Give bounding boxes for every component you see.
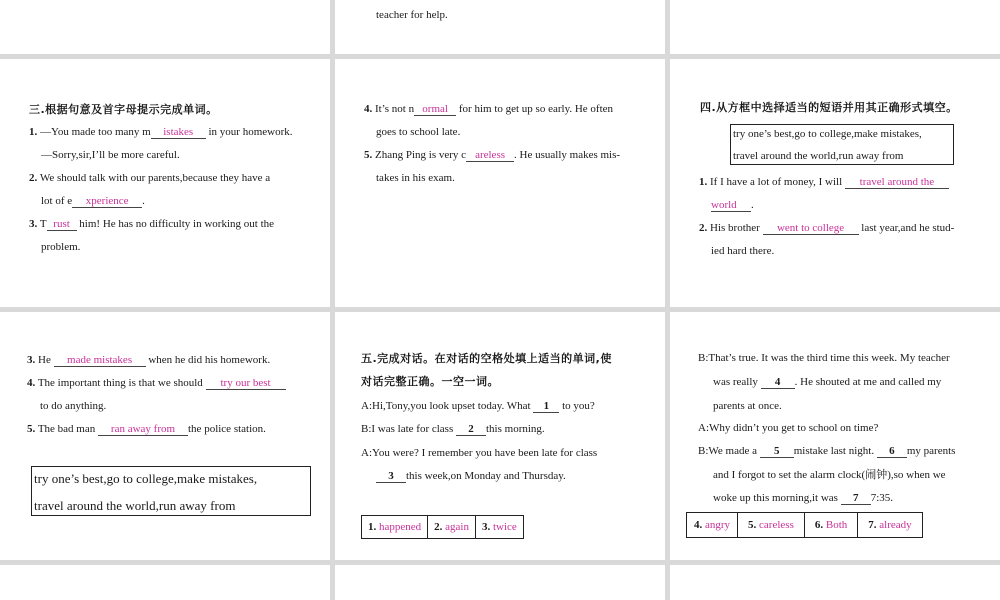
s3-q5-line1: 5. Zhang Ping is very c areless . He usually makes mis- [364, 149, 621, 161]
s4-q1-line1: 1. If I have a lot of money, I will travel around the [699, 176, 949, 189]
s4-q4-line2: to do anything. [40, 400, 107, 412]
s3-q2-line2: lot of e xperience . [41, 195, 145, 207]
dialog-a3: A:Why didn’t you get to school on time? [698, 422, 879, 434]
answer-travel: travel around the [845, 176, 949, 189]
s3-q4-line2: goes to school late. [376, 126, 461, 138]
panel-section3-cont [335, 59, 665, 307]
answer-table-1 [361, 515, 524, 539]
answer-cell: 7. already [858, 513, 922, 538]
answer-experience: xperience [72, 195, 142, 208]
panel-bottom-right [670, 565, 1000, 600]
panel-section4-cont [0, 312, 330, 560]
dialog-b1: B:I was late for class 2 this morning. [361, 423, 545, 435]
blank-4: 4 [761, 376, 795, 389]
answer-ran-away-from: ran away from [98, 423, 188, 436]
panel-section5 [335, 312, 665, 560]
dialog-b2-line3: parents at once. [713, 400, 782, 412]
answer-cell: 1. happened [362, 516, 428, 539]
answer-normal: ormal [414, 103, 456, 116]
answer-cell: 4. angry [687, 513, 738, 538]
answer-careless: areless [466, 149, 514, 162]
panel-section3 [0, 59, 330, 307]
panel-bottom-middle [335, 565, 665, 600]
blank-3: 3 [376, 470, 406, 483]
s3-q3-line2: problem. [41, 241, 81, 253]
panel-top-right [670, 0, 1000, 54]
answer-cell: 5. careless [738, 513, 805, 538]
answer-mistakes: istakes [151, 126, 206, 139]
section5-heading-line2: 对话完整正确。一空一词。 [361, 375, 499, 388]
panel-bottom-left [0, 565, 330, 600]
s4-q1-line2: world . [711, 199, 754, 211]
dialog-b3-line1: B:We made a 5 mistake last night. 6 my parents [698, 445, 956, 457]
dialog-b2-line1: B:That’s true. It was the third time this week. My teacher [698, 352, 950, 364]
answer-cell: 3. twice [475, 516, 523, 539]
answer-table-2 [686, 512, 923, 538]
answer-try-our-best: try our best [206, 377, 286, 390]
blank-2: 2 [456, 423, 486, 436]
s4-q2-line1: 2. His brother went to college last year,and he stud- [699, 222, 955, 234]
s3-q2-line1: 2. We should talk with our parents,because they have a [29, 172, 271, 184]
s3-q1b: —Sorry,sir,I’ll be more careful. [41, 149, 180, 161]
dialog-a1: A:Hi,Tony,you look upset today. What 1 to you? [361, 400, 595, 412]
section3-heading: 三.根据句意及首字母提示完成单词。 [29, 103, 218, 116]
panel-section4 [670, 59, 1000, 307]
blank-5: 5 [760, 445, 794, 458]
panel-top-left [0, 0, 330, 54]
phrase-box-large: try one’s best,go to college,make mistakes, travel around the world,run away from [31, 466, 311, 516]
s3-q5-line2: takes in his exam. [376, 172, 455, 184]
s3-q1a: 1. —You made too many m istakes in your homework. [29, 126, 293, 138]
dialog-a2-line1: A:You were? I remember you have been late for class [361, 447, 598, 459]
section5-heading-line1: 五.完成对话。在对话的空格处填上适当的单词,使 [361, 352, 612, 365]
dialog-b2-line2: was really 4 . He shouted at me and called my [713, 376, 942, 388]
answer-cell: 6. Both [804, 513, 857, 538]
s3-q3-line1: 3. T rust him! He has no difficulty in working out the [29, 218, 275, 230]
top-middle-text: teacher for help. [376, 9, 448, 21]
s4-q3: 3. He made mistakes when he did his homework. [27, 354, 271, 366]
panel-section5-cont [670, 312, 1000, 560]
section4-heading: 四.从方框中选择适当的短语并用其正确形式填空。 [700, 101, 958, 114]
panel-top-middle [335, 0, 665, 54]
dialog-a2-line2: 3 this week,on Monday and Thursday. [376, 470, 566, 483]
s3-q4-line1: 4. It’s not n ormal for him to get up so early. He often [364, 103, 614, 115]
dialog-b3-line2: and I forgot to set the alarm clock(闹钟),so when we [713, 469, 946, 481]
s4-q5: 5. The bad man ran away from the police station. [27, 423, 266, 435]
blank-7: 7 [841, 492, 871, 505]
phrase-box-small: try one’s best,go to college,make mistakes, travel around the world,run away from [730, 124, 954, 165]
s4-q2-line2: ied hard there. [711, 245, 775, 257]
answer-cell: 2. again [428, 516, 476, 539]
answer-went-to-college: went to college [763, 222, 859, 235]
answer-trust: rust [47, 218, 77, 231]
s4-q4-line1: 4. The important thing is that we should try our best [27, 377, 286, 390]
answer-world: world [711, 199, 751, 212]
dialog-b3-line3: woke up this morning,it was 7 7:35. [713, 492, 894, 504]
blank-1: 1 [533, 400, 559, 413]
answer-made-mistakes: made mistakes [54, 354, 146, 367]
blank-6: 6 [877, 445, 907, 458]
